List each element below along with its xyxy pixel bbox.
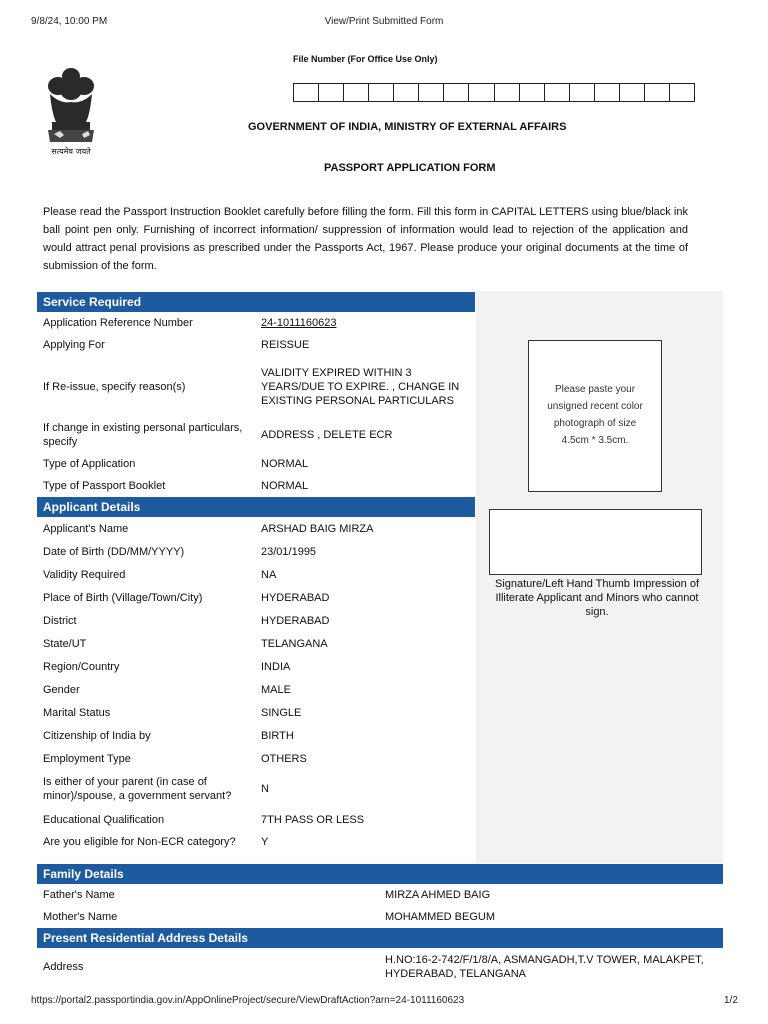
field-label: Father's Name xyxy=(43,889,115,901)
field-label: Marital Status xyxy=(43,706,111,719)
table-row xyxy=(37,334,475,356)
section-title: Service Required xyxy=(43,295,142,309)
file-number-box xyxy=(369,84,394,101)
field-label: Mother's Name xyxy=(43,911,118,923)
field-value: BIRTH xyxy=(261,729,294,742)
field-label: Is either of your parent (in case of minor)/spouse, a government servant? xyxy=(43,776,232,802)
file-number-box xyxy=(294,84,319,101)
family-address-table xyxy=(37,864,723,986)
table-row xyxy=(37,701,475,724)
field-value: HYDERABAD xyxy=(261,614,330,627)
table-row xyxy=(37,609,475,632)
file-number-box xyxy=(545,84,570,101)
file-number-label: File Number (For Office Use Only) xyxy=(293,54,438,64)
field-label: Citizenship of India by xyxy=(43,729,151,742)
table-row xyxy=(37,831,475,853)
section-header-address xyxy=(37,928,723,948)
field-label: Applicant's Name xyxy=(43,522,129,535)
section-title: Family Details xyxy=(43,867,124,881)
table-row xyxy=(37,452,475,475)
file-number-box xyxy=(595,84,620,101)
field-label: Are you eligible for Non-ECR category? xyxy=(43,836,236,848)
national-emblem xyxy=(42,64,100,160)
table-row xyxy=(37,517,475,540)
section-title: Applicant Details xyxy=(43,500,141,514)
field-value: N xyxy=(261,783,269,795)
application-reference-link[interactable]: 24-1011160623 xyxy=(261,317,337,329)
table-row xyxy=(37,724,475,747)
field-value: SINGLE xyxy=(261,706,302,719)
field-label: State/UT xyxy=(43,637,87,650)
table-row xyxy=(37,563,475,586)
field-value: 7TH PASS OR LESS xyxy=(261,813,365,826)
field-label: Region/Country xyxy=(43,660,120,673)
field-value: HYDERABAD xyxy=(261,591,330,604)
field-label: Place of Birth (Village/Town/City) xyxy=(43,591,203,604)
file-number-box xyxy=(344,84,369,101)
table-row xyxy=(37,540,475,563)
file-number-box xyxy=(495,84,520,101)
signature-box xyxy=(489,509,702,575)
photo-box xyxy=(528,340,662,492)
field-label: District xyxy=(43,614,77,627)
form-title: PASSPORT APPLICATION FORM xyxy=(324,162,496,174)
field-label: Applying For xyxy=(43,339,105,351)
table-row xyxy=(37,632,475,655)
government-title: GOVERNMENT OF INDIA, MINISTRY OF EXTERNAL AFFAIRS xyxy=(248,121,567,133)
file-number-box xyxy=(444,84,469,101)
table-row xyxy=(37,747,475,770)
print-url: https://portal2.passportindia.gov.in/AppOnlineProject/secure/ViewDraftAction?arn=24-1011160623 xyxy=(31,995,465,1006)
table-row xyxy=(37,948,723,986)
section-header-applicant xyxy=(37,497,475,517)
field-value: OTHERS xyxy=(261,752,307,765)
field-label: Type of Passport Booklet xyxy=(43,480,166,492)
table-row xyxy=(37,906,723,928)
field-value: ADDRESS , DELETE ECR xyxy=(261,429,393,441)
file-number-boxes xyxy=(293,83,695,102)
field-value: INDIA xyxy=(261,660,291,673)
photo-box-instructions: Please paste your unsigned recent color photograph of size 4.5cm * 3.5cm. xyxy=(547,384,643,446)
print-page-title: View/Print Submitted Form xyxy=(324,16,444,27)
file-number-box xyxy=(469,84,494,101)
field-label: Application Reference Number xyxy=(43,317,193,329)
field-value: ARSHAD BAIG MIRZA xyxy=(261,522,374,535)
field-label: If Re-issue, specify reason(s) xyxy=(43,381,186,393)
section-header-service xyxy=(37,292,475,312)
section-title: Present Residential Address Details xyxy=(43,931,248,945)
file-number-box xyxy=(520,84,545,101)
signature-caption: Signature/Left Hand Thumb Impression of Illiterate Applicant and Minors who cannot sign. xyxy=(494,578,700,618)
file-number-box xyxy=(419,84,444,101)
field-value: 23/01/1995 xyxy=(261,545,317,558)
print-page-number: 1/2 xyxy=(724,995,738,1006)
field-label: Date of Birth (DD/MM/YYYY) xyxy=(43,545,185,558)
field-value: MOHAMMED BEGUM xyxy=(385,911,495,923)
table-row xyxy=(37,356,475,418)
table-row xyxy=(37,655,475,678)
field-label: Validity Required xyxy=(43,568,126,581)
table-row xyxy=(37,418,475,452)
print-datetime: 9/8/24, 10:00 PM xyxy=(31,16,108,27)
field-value: MALE xyxy=(261,683,291,696)
file-number-box xyxy=(319,84,344,101)
field-value: VALIDITY EXPIRED WITHIN 3 YEARS/DUE TO EXPIRE. , CHANGE IN EXISTING PERSONAL PARTICULARS xyxy=(261,367,460,407)
instructions-paragraph: Please read the Passport Instruction Booklet carefully before filling the form. Fill this form in CAPITAL LETTERS using blue/black ink ball point pen only. Furnishing of incorrect information/ suppression of information would lead to rejection of the application and would attract penal provisions as prescribed under the Passports Act, 1967. Please produce your original documents at the time of submission of the form. xyxy=(43,206,688,272)
field-label: Address xyxy=(43,961,84,973)
file-number-box xyxy=(620,84,645,101)
table-row xyxy=(37,884,723,906)
field-value: NORMAL xyxy=(261,480,309,492)
field-value: NORMAL xyxy=(261,457,309,470)
service-applicant-table xyxy=(37,292,475,853)
table-row xyxy=(37,586,475,609)
emblem-motto: सत्यमेव जयते xyxy=(51,147,91,156)
field-label: Employment Type xyxy=(43,752,131,765)
field-value: NA xyxy=(261,568,277,581)
section-header-family xyxy=(37,864,723,884)
field-label: If change in existing personal particulars, specify xyxy=(43,422,243,448)
file-number-box xyxy=(394,84,419,101)
table-row xyxy=(37,770,475,808)
table-row xyxy=(37,678,475,701)
table-row xyxy=(37,312,475,334)
field-value: TELANGANA xyxy=(261,637,328,650)
field-value: MIRZA AHMED BAIG xyxy=(385,889,491,901)
file-number-box xyxy=(670,84,694,101)
table-row xyxy=(37,475,475,497)
field-value: Y xyxy=(261,836,269,848)
table-row xyxy=(37,808,475,831)
file-number-box xyxy=(645,84,670,101)
field-label: Gender xyxy=(43,683,80,696)
field-value: H.NO:16-2-742/F/1/8/A, ASMANGADH,T.V TOWER, MALAKPET, HYDERABAD, TELANGANA xyxy=(385,954,704,980)
field-label: Type of Application xyxy=(43,457,136,470)
field-value: REISSUE xyxy=(261,339,310,351)
file-number-box xyxy=(570,84,595,101)
field-label: Educational Qualification xyxy=(43,813,165,826)
